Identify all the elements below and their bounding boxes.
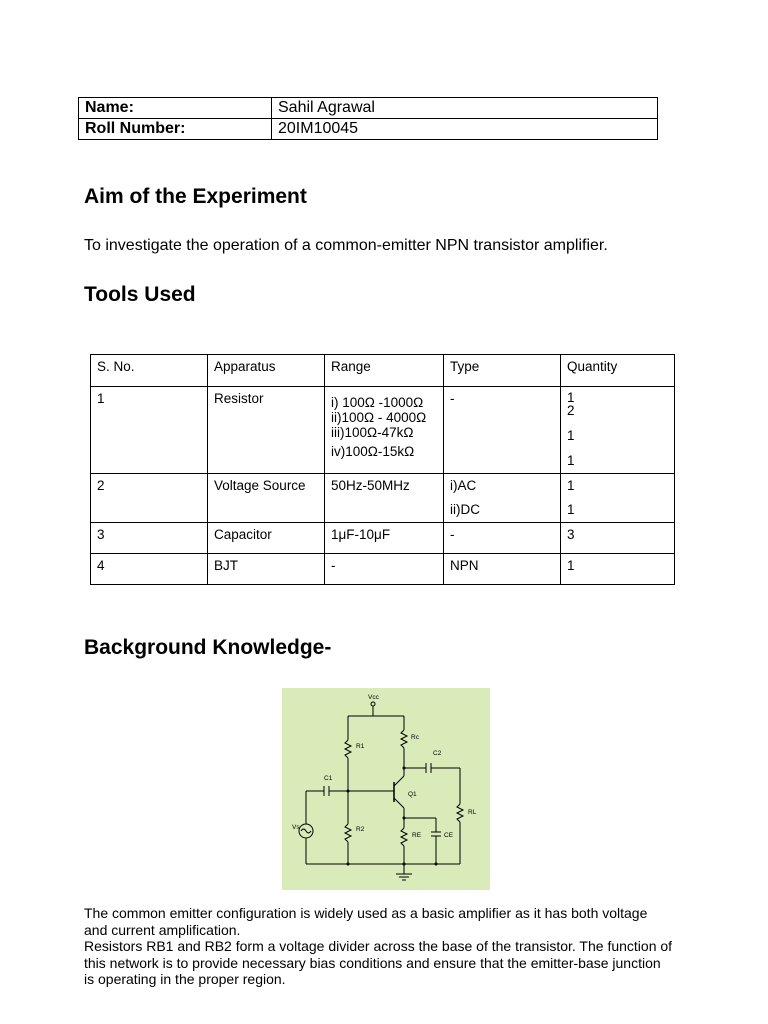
header-apparatus: Apparatus	[208, 355, 325, 387]
background-text	[84, 905, 674, 988]
label-r1: R1	[356, 743, 365, 750]
circuit-diagram	[282, 688, 490, 890]
label-vs: Vs	[292, 824, 300, 831]
quantity-line: 1	[567, 453, 575, 468]
cell-range	[325, 387, 444, 474]
student-info-table	[78, 97, 658, 140]
cell-apparatus: Resistor	[208, 387, 325, 474]
header-sno: S. No.	[91, 355, 208, 387]
header-quantity: Quantity	[561, 355, 675, 387]
quantity-line: 1	[567, 428, 575, 443]
quantity-line: 1	[567, 390, 575, 405]
resistor-r2	[345, 824, 351, 842]
label-c2: C2	[433, 750, 442, 757]
range-line: ii)100Ω - 4000Ω	[331, 410, 427, 425]
roll-label: Roll Number:	[79, 119, 272, 140]
quantity-line: 1	[567, 478, 575, 493]
cell-quantity	[561, 387, 675, 474]
cell-quantity	[561, 474, 675, 523]
cell-apparatus: BJT	[208, 554, 325, 585]
range-line: iv)100Ω-15kΩ	[331, 444, 415, 459]
cell-sno: 3	[91, 523, 208, 554]
cell-range: -	[325, 554, 444, 585]
header-range: Range	[325, 355, 444, 387]
cell-apparatus: Voltage Source	[208, 474, 325, 523]
cell-apparatus: Capacitor	[208, 523, 325, 554]
background-heading: Background Knowledge-	[84, 636, 332, 659]
cell-type: NPN	[444, 554, 561, 585]
cell-type: -	[444, 523, 561, 554]
name-value: Sahil Agrawal	[272, 98, 658, 119]
range-line: iii)100Ω-47kΩ	[331, 425, 414, 440]
roll-row	[79, 119, 658, 140]
label-q1: Q1	[408, 791, 417, 798]
resistor-rc	[401, 730, 407, 748]
quantity-line: 1	[567, 502, 575, 517]
table-row	[91, 387, 675, 474]
cell-quantity: 1	[561, 554, 675, 585]
cell-sno: 2	[91, 474, 208, 523]
circuit-svg	[282, 688, 490, 890]
cell-sno: 1	[91, 387, 208, 474]
background-paragraph-2: Resistors RB1 and RB2 form a voltage divider across the base of the transistor. The function of this network is to provide necessary bias conditions and ensure that the emitter-base junction is operating in the proper region.	[84, 938, 673, 987]
label-c1: C1	[324, 775, 333, 782]
label-r2: R2	[356, 826, 365, 833]
type-line: i)AC	[450, 478, 477, 493]
cell-quantity: 3	[561, 523, 675, 554]
resistor-re	[401, 828, 407, 846]
quantity-line: 2	[567, 403, 575, 418]
tools-heading: Tools Used	[84, 283, 196, 306]
label-rc: Rc	[411, 734, 419, 741]
name-label: Name:	[79, 98, 272, 119]
label-rl: RL	[468, 809, 477, 816]
name-row	[79, 98, 658, 119]
aim-text: To investigate the operation of a common-emitter NPN transistor amplifier.	[84, 237, 608, 254]
range-line: i) 100Ω -1000Ω	[331, 395, 424, 410]
label-vcc: Vcc	[368, 694, 379, 701]
type-line: ii)DC	[450, 502, 480, 517]
vcc-terminal	[371, 702, 375, 706]
tools-table	[90, 354, 675, 585]
table-row	[91, 523, 675, 554]
label-ce: CE	[444, 832, 454, 839]
roll-value: 20IM10045	[272, 119, 658, 140]
cell-range: 1μF-10μF	[325, 523, 444, 554]
table-header-row	[91, 355, 675, 387]
cell-sno: 4	[91, 554, 208, 585]
resistor-rl	[457, 804, 463, 822]
background-paragraph-1: The common emitter configuration is widely used as a basic amplifier as it has both voltage and current amplification.	[84, 905, 648, 938]
table-row	[91, 474, 675, 523]
resistor-r1	[345, 740, 351, 758]
aim-heading: Aim of the Experiment	[84, 185, 307, 208]
header-type: Type	[444, 355, 561, 387]
table-row	[91, 554, 675, 585]
label-re: RE	[412, 832, 422, 839]
cell-range: 50Hz-50MHz	[325, 474, 444, 523]
cell-type	[444, 474, 561, 523]
cell-type: -	[444, 387, 561, 474]
